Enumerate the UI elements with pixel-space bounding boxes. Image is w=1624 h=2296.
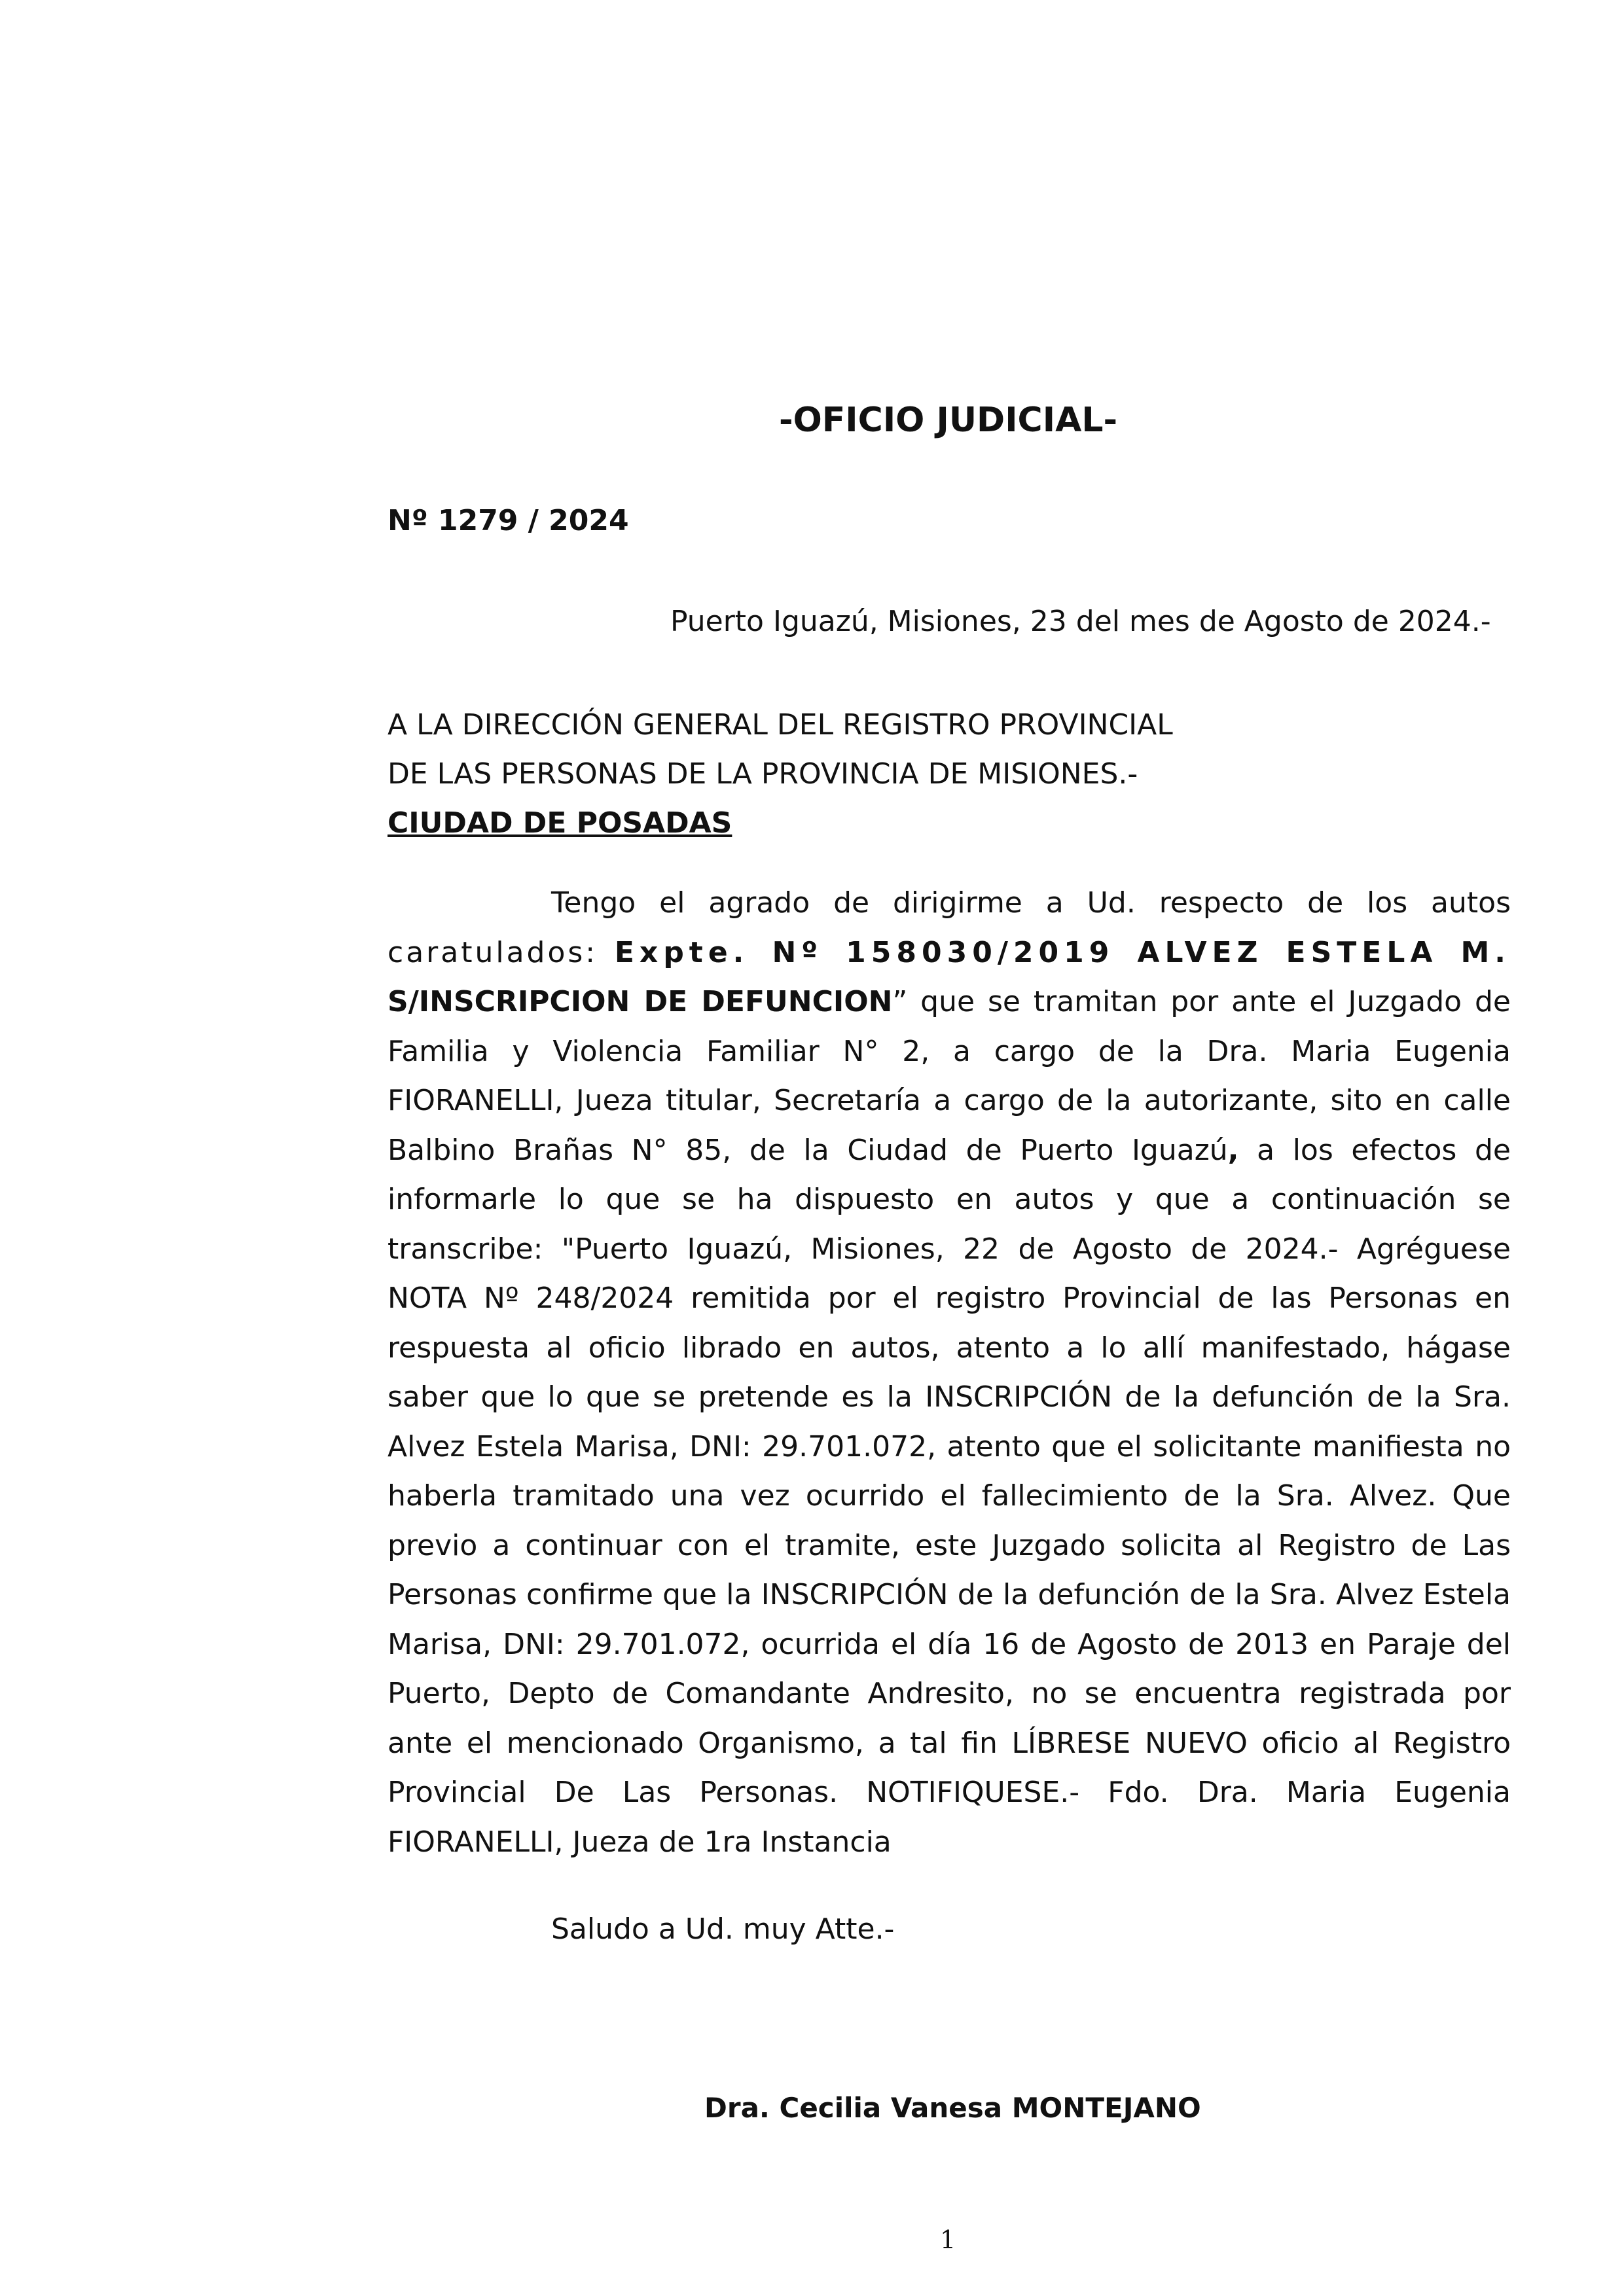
addressee-city: CIUDAD DE POSADAS	[388, 806, 732, 840]
case-title: S/INSCRIPCION DE DEFUNCION	[388, 985, 893, 1018]
addressee-block	[388, 700, 1513, 848]
closing-greeting: Saludo a Ud. muy Atte.-	[551, 1912, 895, 1946]
body-comma: ,	[1227, 1133, 1239, 1167]
body-intro: Tengo el agrado de dirigirme a Ud. respecto de los autos	[551, 886, 1511, 920]
page-number: 1	[940, 2225, 956, 2254]
addressee-line-1: A LA DIRECCIÓN GENERAL DEL REGISTRO PROVINCIAL	[388, 708, 1173, 742]
body-part-2: a los efectos de informarle lo que se ha dispuesto en autos y que a continuación se transcribe: "Puerto Iguazú, Misiones, 22 de Agosto de 2024.- Agréguese NOTA Nº 248/2024 remitida por el registro Provincial de las Personas en respuesta al oficio librado en autos, atento a lo allí manifestado, hágase saber que lo que se pretende es la INSCRIPCIÓN de la defunción de la Sra. Alvez Estela Marisa, DNI: 29.701.072, atento que el solicitante manifiesta no haberla tramitado una vez ocurrido el fallecimiento de la Sra. Alvez. Que previo a continuar con el tramite, este Juzgado solicita al Registro de Las Personas confirme que la INSCRIPCIÓN de la defunción de la Sra. Alvez Estela Marisa, DNI: 29.701.072, ocurrida el día 16 de Agosto de 2013 en Paraje del Puerto, Depto de Comandante Andresito, no se encuentra registrada por ante el mencionado Organismo, a tal fin LÍBRESE NUEVO oficio al Registro Provincial De Las Personas. NOTIFIQUESE.- Fdo. Dra. Maria Eugenia FIORANELLI, Jueza de 1ra Instancia	[388, 1133, 1511, 1859]
body-caratulados: caratulados:	[388, 935, 598, 969]
body-part-1: ” que se tramitan por ante el Juzgado de Familia y Violencia Familiar N° 2, a cargo de la Dra. Maria Eugenia FIORANELLI, Jueza titular, Secretaría a cargo de la autorizante, sito en calle Balbino Brañas N° 85, de la Ciudad de Puerto Iguazú	[388, 985, 1511, 1167]
signature-name: Dra. Cecilia Vanesa MONTEJANO	[704, 2092, 1201, 2124]
oficio-number: Nº 1279 / 2024	[388, 504, 629, 537]
document-title: -OFICIO JUDICIAL-	[779, 401, 1118, 440]
place-date: Puerto Iguazú, Misiones, 23 del mes de Agosto de 2024.-	[670, 605, 1491, 638]
addressee-line-2: DE LAS PERSONAS DE LA PROVINCIA DE MISIONES.-	[388, 757, 1138, 791]
case-expte: Expte. Nº 158030/2019 ALVEZ ESTELA M.	[614, 935, 1511, 969]
body-paragraph	[388, 878, 1511, 1867]
